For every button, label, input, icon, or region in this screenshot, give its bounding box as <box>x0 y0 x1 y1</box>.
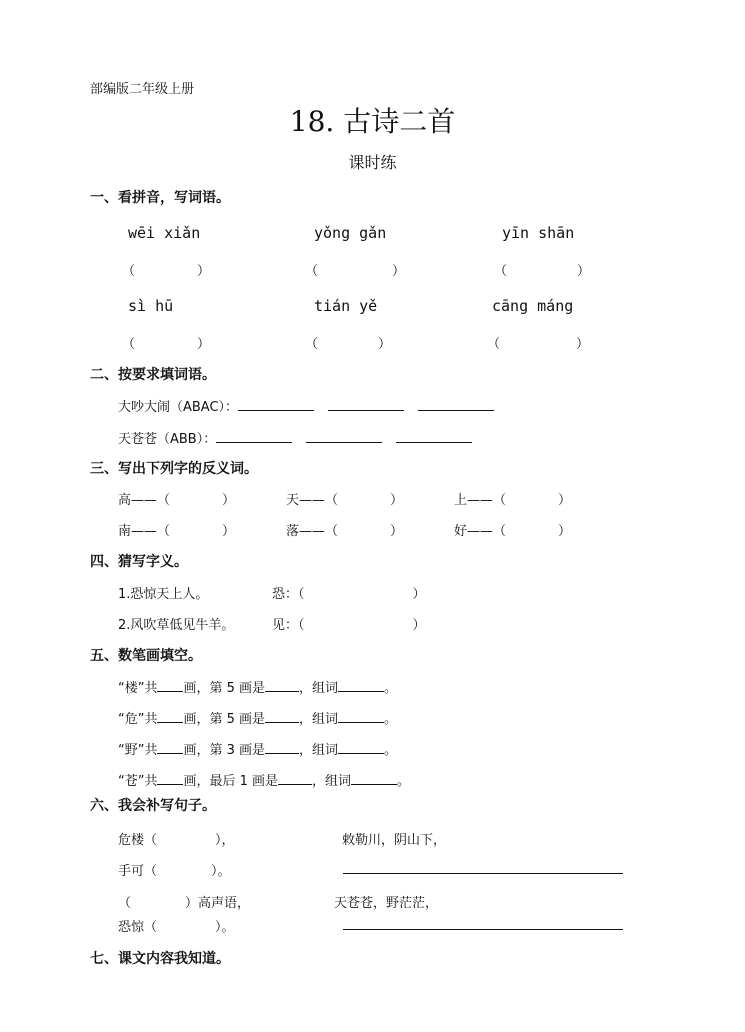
stroke-item: “楼”共 画，第 5 画是 ，组词 。 <box>118 681 398 696</box>
section-4-heading: 四、猜写字义。 <box>90 554 188 570</box>
answer-blank[interactable] <box>418 398 494 411</box>
poem-fill[interactable]: 手可（ ）。 <box>118 864 231 879</box>
answer-blank[interactable] <box>278 772 312 785</box>
pinyin: wēi xiǎn <box>128 224 201 242</box>
poem-line: 天苍苍，野茫茫， <box>334 896 439 911</box>
meaning-question: 2.风吹草低见牛羊。 <box>118 618 235 633</box>
antonym-item[interactable]: 天——（ ） <box>286 493 404 508</box>
meaning-answer[interactable]: 见：（ ） <box>272 618 426 633</box>
answer-parens[interactable]: （ ） <box>122 264 211 279</box>
poem-fill[interactable]: （ ）高声语， <box>118 896 251 911</box>
answer-line[interactable] <box>343 929 623 930</box>
page-title: 18. 古诗二首 <box>289 105 456 138</box>
section-6-heading: 六、我会补写句子。 <box>90 798 216 814</box>
section-3-heading: 三、写出下列字的反义词。 <box>90 461 258 477</box>
answer-parens[interactable]: （ ） <box>305 264 406 279</box>
pinyin: tián yě <box>314 297 378 315</box>
answer-blank[interactable] <box>338 741 384 754</box>
section-7-heading: 七、课文内容我知道。 <box>90 951 230 967</box>
answer-parens[interactable]: （ ） <box>494 264 591 279</box>
answer-line[interactable] <box>343 873 623 874</box>
answer-blank[interactable] <box>338 679 384 692</box>
antonym-item[interactable]: 上——（ ） <box>454 493 572 508</box>
stroke-item: “危”共 画，第 5 画是 ，组词 。 <box>118 712 398 727</box>
answer-blank[interactable] <box>306 430 382 443</box>
pinyin: yǒng gǎn <box>314 224 387 242</box>
page-subtitle: 课时练 <box>348 153 397 172</box>
section-5-heading: 五、数笔画填空。 <box>90 648 202 664</box>
answer-blank[interactable] <box>328 398 404 411</box>
answer-blank[interactable] <box>157 679 183 692</box>
antonym-item[interactable]: 落——（ ） <box>286 524 404 539</box>
answer-blank[interactable] <box>157 710 183 723</box>
edition-label: 部编版二年级上册 <box>90 82 195 97</box>
poem-line: 敕勒川，阴山下， <box>342 833 447 848</box>
answer-blank[interactable] <box>265 710 299 723</box>
fill-line-abac: 大吵大闹（ABAC）： <box>118 396 494 415</box>
pinyin: yīn shān <box>502 224 575 242</box>
antonym-item[interactable]: 南——（ ） <box>118 524 236 539</box>
stroke-item: “野”共 画，第 3 画是 ，组词 。 <box>118 743 398 758</box>
answer-blank[interactable] <box>216 430 292 443</box>
answer-parens[interactable]: （ ） <box>487 337 590 352</box>
pinyin: sì hū <box>128 297 174 315</box>
antonym-item[interactable]: 好——（ ） <box>454 524 572 539</box>
stroke-item: “苍”共 画，最后 1 画是 ，组词 。 <box>118 774 411 789</box>
poem-fill[interactable]: 恐惊（ ）。 <box>118 920 235 935</box>
answer-blank[interactable] <box>157 772 183 785</box>
answer-blank[interactable] <box>265 741 299 754</box>
answer-blank[interactable] <box>157 741 183 754</box>
answer-blank[interactable] <box>396 430 472 443</box>
meaning-answer[interactable]: 恐：（ ） <box>272 587 426 602</box>
answer-blank[interactable] <box>238 398 314 411</box>
answer-parens[interactable]: （ ） <box>305 337 392 352</box>
meaning-question: 1.恐惊天上人。 <box>118 587 209 602</box>
poem-fill[interactable]: 危楼（ ）， <box>118 833 235 848</box>
antonym-item[interactable]: 高——（ ） <box>118 493 236 508</box>
fill-line-abb: 天苍苍（ABB）： <box>118 428 472 447</box>
answer-blank[interactable] <box>338 710 384 723</box>
answer-blank[interactable] <box>351 772 397 785</box>
answer-parens[interactable]: （ ） <box>122 337 211 352</box>
answer-blank[interactable] <box>265 679 299 692</box>
pinyin: cāng máng <box>492 297 574 315</box>
section-1-heading: 一、看拼音，写词语。 <box>90 190 230 206</box>
section-2-heading: 二、按要求填词语。 <box>90 367 216 383</box>
